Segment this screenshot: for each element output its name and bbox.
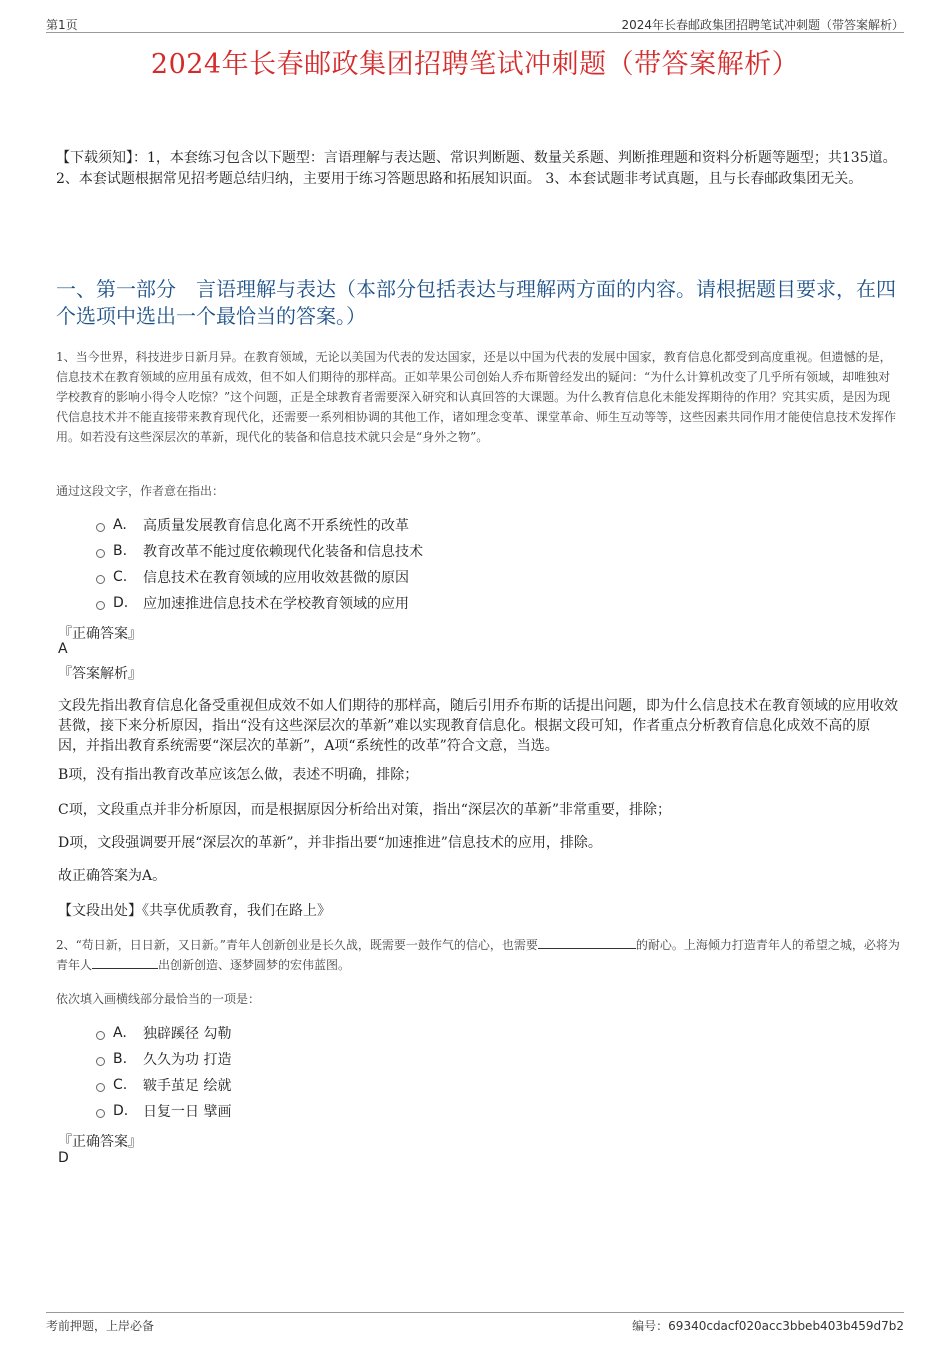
stem-text: 的耐心。上海倾力打造青年人的希望之城，必将为青年人 [56, 938, 900, 972]
radio-icon[interactable] [96, 549, 105, 558]
option-key: B. [113, 1051, 128, 1067]
analysis-paragraph: 文段先指出教育信息化备受重视但成效不如人们期待的那样高，随后引用乔布斯的话提出问题，即为什么信息技术在教育领域的应用收效甚微，接下来分析原因，指出“没有这些深层次的革新”难以实现教育信息化。根据文段可知，作者重点分析教育信息化成效不高的原因，并指出教育系统需要“深层次的革新”，A项“系统性的改革”符合文意，当选。 [58, 698, 898, 754]
section-heading: 一、第一部分 言语理解与表达（本部分包括表达与理解两方面的内容。请根据题目要求，在四个选项中选出一个最恰当的答案。） [56, 277, 896, 328]
option-c[interactable] [96, 564, 423, 590]
radio-icon[interactable] [96, 575, 105, 584]
question-2-options [96, 1020, 231, 1124]
option-key: D. [113, 1103, 129, 1119]
option-text: 高质量发展教育信息化离不开系统性的改革 [143, 518, 409, 534]
option-a[interactable] [96, 512, 423, 538]
stem-text: 2、“苟日新，日日新，又日新。”青年人创新创业是长久战，既需要一鼓作气的信心，也需要 [56, 938, 538, 952]
radio-icon[interactable] [96, 1031, 105, 1040]
option-a[interactable] [96, 1020, 231, 1046]
answer-label: 『正确答案』 [58, 626, 142, 642]
answer-label: 『正确答案』 [58, 1134, 142, 1150]
document-title: 2024年长春邮政集团招聘笔试冲刺题（带答案解析） [150, 49, 800, 80]
question-2-stem [56, 935, 902, 975]
analysis-paragraph: 故正确答案为A。 [58, 868, 167, 884]
stem-text: 出创新创造、逐梦圆梦的宏伟蓝图。 [158, 958, 351, 972]
option-text: 久久为功 打造 [143, 1052, 232, 1068]
option-key: A. [113, 1025, 127, 1041]
radio-icon[interactable] [96, 1109, 105, 1118]
question-1-options [96, 512, 423, 616]
radio-icon[interactable] [96, 523, 105, 532]
option-key: C. [113, 1077, 128, 1093]
radio-icon[interactable] [96, 1083, 105, 1092]
option-key: A. [113, 517, 127, 533]
analysis-paragraph: C项，文段重点并非分析原因，而是根据原因分析给出对策，指出“深层次的革新”非常重要，排除； [58, 802, 672, 818]
option-text: 信息技术在教育领域的应用收效甚微的原因 [143, 570, 409, 586]
option-text: 皲手茧足 绘就 [143, 1078, 232, 1094]
question-2-prompt: 依次填入画横线部分最恰当的一项是： [56, 992, 261, 1006]
page-footer [46, 1312, 904, 1333]
footer-slogan: 考前押题，上岸必备 [46, 1319, 155, 1333]
blank-line [92, 956, 158, 969]
option-text: 独辟蹊径 勾勒 [143, 1026, 232, 1042]
page-header [46, 14, 904, 33]
answer-value: D [58, 1150, 69, 1166]
option-c[interactable] [96, 1072, 231, 1098]
radio-icon[interactable] [96, 1057, 105, 1066]
analysis-paragraph: B项，没有指出教育改革应该怎么做，表述不明确，排除； [58, 767, 419, 783]
question-1-prompt: 通过这段文字，作者意在指出： [56, 484, 225, 498]
answer-value: A [58, 641, 68, 657]
option-key: B. [113, 543, 128, 559]
analysis-label: 『答案解析』 [58, 666, 142, 682]
radio-icon[interactable] [96, 601, 105, 610]
footer-serial: 编号：69340cdacf020acc3bbeb403b459d7b2 [632, 1319, 904, 1333]
option-text: 教育改革不能过度依赖现代化装备和信息技术 [143, 544, 423, 560]
header-doc-title: 2024年长春邮政集团招聘笔试冲刺题（带答案解析） [621, 18, 904, 32]
option-text: 应加速推进信息技术在学校教育领域的应用 [143, 596, 409, 612]
option-b[interactable] [96, 538, 423, 564]
question-1-stem: 1、当今世界，科技进步日新月异。在教育领域，无论以美国为代表的发达国家，还是以中国为代表的发展中国家，教育信息化都受到高度重视。但遗憾的是，信息技术在教育领域的应用虽有成效，但不如人们期待的那样高。正如苹果公司创始人乔布斯曾经发出的疑问：“为什么计算机改变了几乎所有领域，却唯独对学校教育的影响小得令人吃惊？”这个问题，正是全球教育者需要深入研究和认真回答的大课题。为什么教育信息化未能发挥期待的作用？究其实质，是因为现代信息技术并不能直接带来教育现代化，还需要一系列相协调的其他工作，诸如理念变革、课堂革命、师生互动等等，这些因素共同作用才能使信息技术发挥作用。如若没有这些深层次的革新，现代化的装备和信息技术就只会是“身外之物”。 [56, 350, 897, 444]
blank-line [538, 936, 636, 949]
option-text: 日复一日 擘画 [143, 1104, 232, 1120]
option-b[interactable] [96, 1046, 231, 1072]
option-d[interactable] [96, 590, 423, 616]
option-d[interactable] [96, 1098, 231, 1124]
option-key: D. [113, 595, 129, 611]
source-citation: 【文段出处】《共享优质教育，我们在路上》 [58, 903, 331, 919]
page-number: 第1页 [46, 18, 78, 32]
option-key: C. [113, 569, 128, 585]
analysis-paragraph: D项，文段强调要开展“深层次的革新”，并非指出要“加速推进”信息技术的应用，排除。 [58, 835, 602, 851]
download-notice: 【下载须知】：1，本套练习包含以下题型：言语理解与表达题、常识判断题、数量关系题、判断推理题和资料分析题等题型；共135道。 2、本套试题根据常见招考题总结归纳，主要用于练习答题思路和拓展知识面。 3、本套试题非考试真题，且与长春邮政集团无关。 [56, 150, 897, 187]
